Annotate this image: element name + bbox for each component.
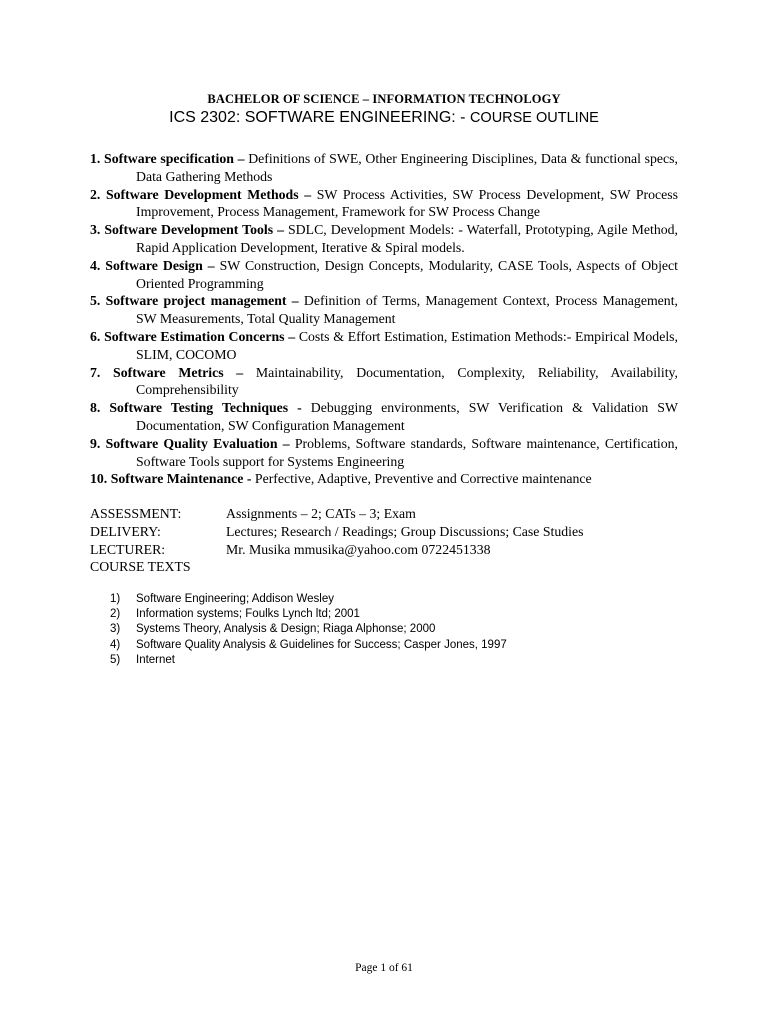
- list-item: [110, 592, 670, 607]
- page-number: Page 1 of 61: [355, 962, 413, 974]
- list-item: [90, 470, 678, 488]
- list-item: [90, 364, 678, 400]
- lecturer-row: [90, 541, 690, 559]
- delivery-value: Lectures; Research / Readings; Group Discussions; Case Studies: [226, 523, 584, 539]
- course-text-title: Software Engineering; Addison Wesley: [136, 593, 334, 605]
- list-item: [90, 292, 678, 328]
- topic-text: Debugging environments, SW Verification & Validation SW Documentation, SW Configuration Management: [136, 400, 678, 433]
- topic-heading: 2. Software Development Methods –: [90, 186, 312, 202]
- list-item: [110, 638, 670, 653]
- topic-text: SW Construction, Design Concepts, Modularity, CASE Tools, Aspects of Object Oriented Programming: [136, 257, 678, 291]
- topic-heading: 9. Software Quality Evaluation –: [90, 435, 290, 451]
- topic-heading: 10. Software Maintenance -: [90, 471, 252, 487]
- topic-heading: 1. Software specification –: [90, 151, 245, 166]
- delivery-label: DELIVERY:: [90, 523, 161, 539]
- course-text-title: Software Quality Analysis & Guidelines for Success; Casper Jones, 1997: [136, 638, 507, 651]
- list-item: [110, 622, 670, 637]
- course-title: [0, 109, 768, 127]
- list-number: 1): [110, 593, 121, 605]
- course-texts-label: COURSE TEXTS: [90, 559, 191, 575]
- list-item: [90, 186, 678, 222]
- topic-text: SDLC, Development Models: - Waterfall, Prototyping, Agile Method, Rapid Application Development, Iterative & Spiral models.: [136, 222, 678, 255]
- lecturer-value: Mr. Musika mmusika@yahoo.com 0722451338: [226, 541, 491, 557]
- list-item: [90, 150, 678, 186]
- list-number: 2): [110, 608, 121, 621]
- list-item: [90, 221, 678, 257]
- topic-heading: 7. Software Metrics –: [90, 364, 244, 380]
- assessment-label: ASSESSMENT:: [90, 506, 182, 521]
- lecturer-label: LECTURER:: [90, 541, 166, 557]
- list-item: [110, 653, 670, 668]
- list-number: 5): [110, 653, 121, 666]
- course-code-title: ICS 2302: SOFTWARE ENGINEERING: -: [169, 109, 470, 126]
- course-texts-row: [90, 558, 690, 576]
- topic-text: Costs & Effort Estimation, Estimation Methods:- Empirical Models, SLIM, COCOMO: [136, 328, 678, 362]
- assessment-value: Assignments – 2; CATs – 3; Exam: [226, 506, 416, 521]
- topic-text: Maintainability, Documentation, Complexity, Reliability, Availability, Comprehensibility: [136, 364, 678, 398]
- topic-heading: 6. Software Estimation Concerns –: [90, 328, 296, 344]
- list-item: [90, 257, 678, 293]
- course-text-title: Information systems; Foulks Lynch ltd; 2001: [136, 608, 360, 621]
- list-number: 3): [110, 623, 121, 636]
- list-item: [90, 328, 678, 364]
- course-outline-label: COURSE OUTLINE: [469, 110, 599, 126]
- topic-text: Perfective, Adaptive, Preventive and Corrective maintenance: [251, 471, 592, 487]
- course-texts-list: [110, 592, 670, 668]
- assessment-row: [90, 505, 690, 523]
- course-info: [90, 505, 690, 576]
- course-text-title: Internet: [136, 653, 175, 666]
- topic-list: [90, 150, 678, 488]
- list-number: 4): [110, 638, 121, 651]
- topic-heading: 8. Software Testing Techniques -: [90, 400, 302, 416]
- topic-heading: 3. Software Development Tools –: [90, 222, 284, 238]
- delivery-row: [90, 523, 690, 541]
- topic-text: Problems, Software standards, Software maintenance, Certification, Software Tools support for Systems Engineering: [136, 435, 678, 469]
- topic-text: SW Process Activities, SW Process Development, SW Process Improvement, Process Management, Framework for SW Process Change: [136, 186, 679, 220]
- topic-text: Definition of Terms, Management Context, Process Management, SW Measurements, Total Quality Management: [136, 293, 678, 327]
- list-item: [110, 607, 670, 622]
- course-text-title: Systems Theory, Analysis & Design; Riaga Alphonse; 2000: [136, 623, 436, 636]
- degree-title: BACHELOR OF SCIENCE – INFORMATION TECHNOLOGY: [207, 92, 561, 106]
- topic-text: Definitions of SWE, Other Engineering Disciplines, Data & functional specs, Data Gathering Methods: [136, 151, 678, 184]
- topic-heading: 5. Software project management –: [90, 293, 299, 309]
- list-item: [90, 399, 678, 435]
- topic-heading: 4. Software Design –: [90, 257, 215, 273]
- list-item: [90, 435, 678, 471]
